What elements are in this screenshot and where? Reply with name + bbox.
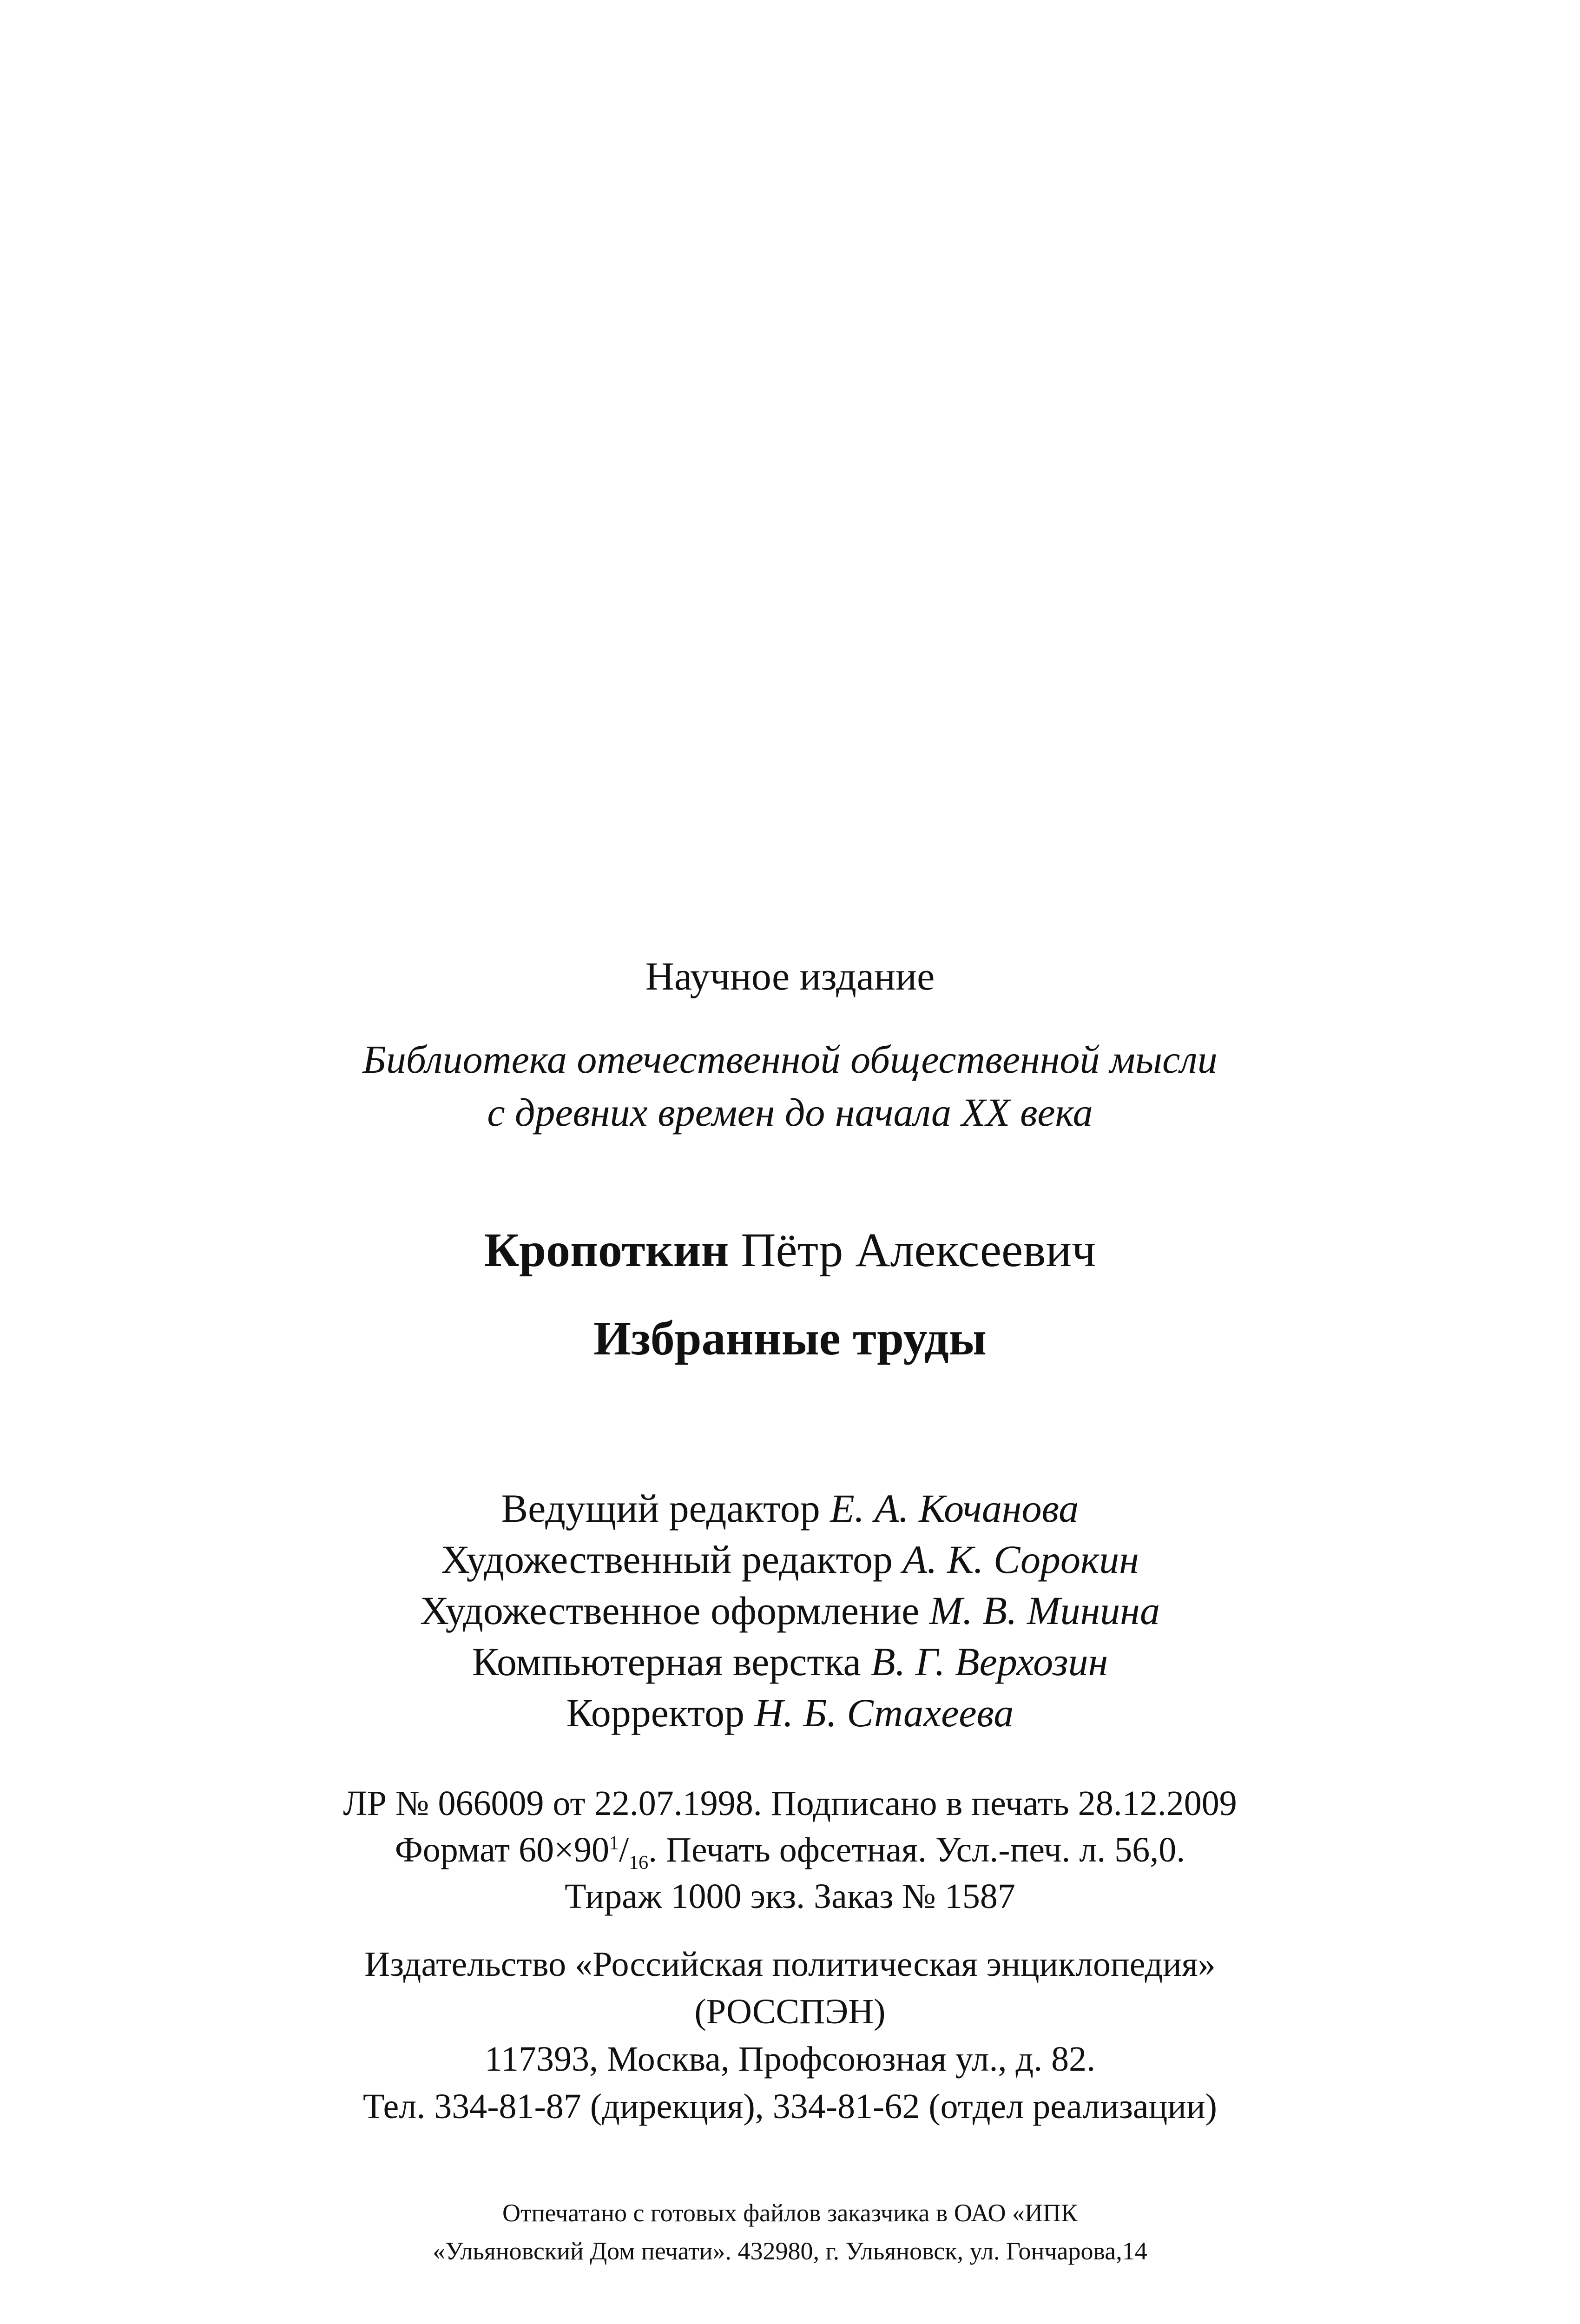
publisher-phones: Тел. 334-81-87 (дирекция), 334-81-62 (отдел реализации) xyxy=(363,2087,1217,2126)
format-numerator: 1 xyxy=(609,1832,619,1854)
series-line-2: с древних времен до начала XX века xyxy=(487,1090,1093,1135)
credit-line xyxy=(0,1534,1580,1585)
credits-list xyxy=(0,1483,1580,1738)
imprint-details xyxy=(0,1780,1580,1920)
series-title xyxy=(0,1033,1580,1139)
series-line-1: Библиотека отечественной общественной мысли xyxy=(362,1037,1218,1082)
imprint-license-line: ЛР № 066009 от 22.07.1998. Подписано в печать 28.12.2009 xyxy=(343,1784,1237,1823)
author-name xyxy=(0,1220,1580,1281)
credit-role: Художественное оформление xyxy=(420,1588,920,1633)
imprint-format-line xyxy=(0,1827,1580,1873)
printer-line-1: Отпечатано с готовых файлов заказчика в ОАО «ИПК xyxy=(502,2199,1078,2227)
edition-type xyxy=(0,951,1580,1002)
format-fraction: $^1/_{16}$ xyxy=(609,1830,649,1874)
credit-name: А. К. Сорокин xyxy=(902,1537,1139,1582)
credit-line xyxy=(0,1483,1580,1534)
credit-line xyxy=(0,1636,1580,1687)
credit-role: Художественный редактор xyxy=(441,1537,893,1582)
author-line xyxy=(0,1220,1580,1281)
format-rest: . Печать офсетная. Усл.-печ. л. 56,0. xyxy=(648,1830,1185,1869)
credit-role: Ведущий редактор xyxy=(501,1486,820,1531)
format-prefix: Формат 60×90 xyxy=(395,1830,610,1869)
publisher-address: 117393, Москва, Профсоюзная ул., д. 82. xyxy=(484,2040,1096,2079)
author-surname: Кропоткин xyxy=(484,1223,729,1277)
publisher-name: Издательство «Российская политическая энциклопедия» xyxy=(364,1945,1216,1984)
credit-line xyxy=(0,1687,1580,1738)
publisher-abbreviation: (РОССПЭН) xyxy=(694,1992,886,2031)
credit-name: М. В. Минина xyxy=(929,1588,1160,1633)
author-given-names: Пётр Алексеевич xyxy=(741,1223,1096,1277)
credit-name: Е. А. Кочанова xyxy=(830,1486,1079,1531)
book-title xyxy=(0,1308,1580,1369)
publisher-info xyxy=(0,1941,1580,2130)
credit-name: В. Г. Верхозин xyxy=(871,1639,1108,1684)
format-denominator: 16 xyxy=(629,1852,649,1874)
credit-role: Корректор xyxy=(566,1690,745,1735)
credit-line xyxy=(0,1585,1580,1636)
edition-type-text: Научное издание xyxy=(645,954,935,998)
imprint-print-run-line: Тираж 1000 экз. Заказ № 1587 xyxy=(565,1877,1015,1916)
credit-name: Н. Б. Стахеева xyxy=(754,1690,1014,1735)
book-title-text: Избранные труды xyxy=(593,1312,987,1365)
printer-info xyxy=(0,2194,1580,2270)
credit-role: Компьютерная верстка xyxy=(472,1639,861,1684)
printer-line-2: «Ульяновский Дом печати». 432980, г. Ульяновск, ул. Гончарова,14 xyxy=(433,2237,1147,2265)
